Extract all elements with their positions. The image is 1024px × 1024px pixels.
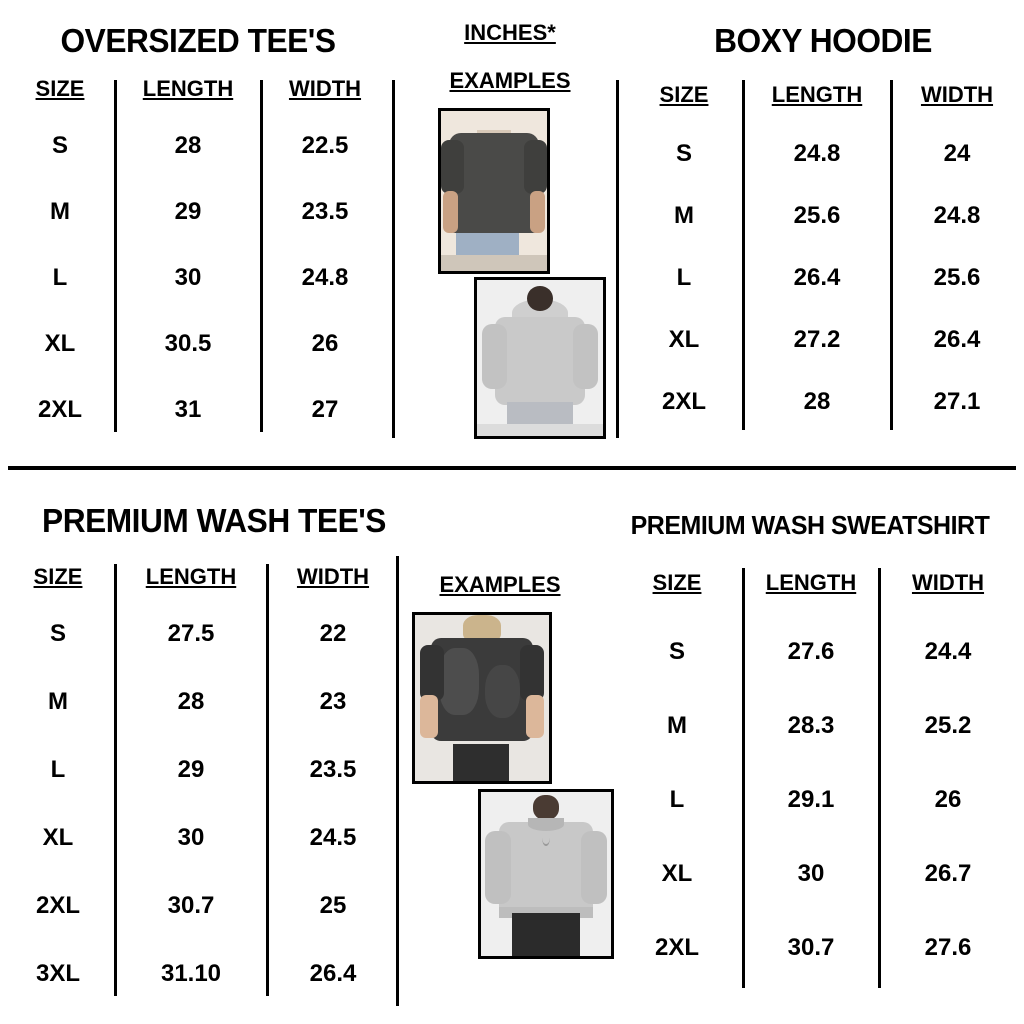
cell-size: S <box>675 140 692 167</box>
boxy-hoodie-table <box>628 84 1020 436</box>
cell-width: 24.8 <box>933 202 981 229</box>
column-header-width: WIDTH <box>288 76 362 101</box>
premium-wash-tee-photo <box>412 612 552 784</box>
cell-width: 27.6 <box>924 934 972 961</box>
column-header-size: SIZE <box>659 82 709 107</box>
cell-width: 23.5 <box>301 198 349 225</box>
column-divider <box>266 564 269 996</box>
section-divider <box>396 556 399 1006</box>
oversized-tee-photo <box>438 108 550 274</box>
cell-width: 25.6 <box>933 264 981 291</box>
cell-length: 30 <box>797 860 825 887</box>
cell-width: 24.5 <box>309 824 357 851</box>
cell-size: L <box>52 264 68 291</box>
column-header-length: LENGTH <box>142 76 234 101</box>
column-header-width: WIDTH <box>920 82 994 107</box>
cell-size: 2XL <box>35 892 80 919</box>
cell-size: 3XL <box>35 960 80 987</box>
cell-width: 23.5 <box>309 756 357 783</box>
cell-size: XL <box>668 326 700 353</box>
cell-length: 30 <box>174 264 202 291</box>
cell-size: 2XL <box>661 388 706 415</box>
cell-size: M <box>674 202 694 229</box>
cell-size: 2XL <box>654 934 699 961</box>
cell-size: 2XL <box>37 396 82 423</box>
column-header-size: SIZE <box>652 570 702 595</box>
section-divider <box>392 80 395 438</box>
cell-size: S <box>49 620 66 647</box>
cell-length: 29 <box>177 756 205 783</box>
cell-length: 30.7 <box>167 892 215 919</box>
cell-length: 30.7 <box>787 934 835 961</box>
cell-size: S <box>51 132 68 159</box>
column-header-length: LENGTH <box>765 570 857 595</box>
column-header-size: SIZE <box>33 564 83 589</box>
cell-width: 22 <box>319 620 347 647</box>
horizontal-divider <box>8 466 1016 470</box>
premium-wash-tees-table <box>4 566 396 996</box>
cell-width: 24 <box>943 140 971 167</box>
column-header-width: WIDTH <box>911 570 985 595</box>
cell-size: XL <box>44 330 76 357</box>
cell-width: 22.5 <box>301 132 349 159</box>
cell-size: S <box>668 638 685 665</box>
cell-width: 26 <box>311 330 339 357</box>
cell-length: 29 <box>174 198 202 225</box>
column-divider <box>742 80 745 430</box>
cell-length: 28.3 <box>787 712 835 739</box>
column-divider <box>114 80 117 432</box>
cell-length: 27.2 <box>793 326 841 353</box>
cell-length: 30 <box>177 824 205 851</box>
cell-length: 31.10 <box>160 960 222 987</box>
cell-width: 23 <box>319 688 347 715</box>
examples-label-top: EXAMPLES <box>449 68 571 93</box>
column-header-size: SIZE <box>35 76 85 101</box>
cell-width: 26 <box>934 786 962 813</box>
cell-size: M <box>667 712 687 739</box>
cell-length: 29.1 <box>787 786 835 813</box>
cell-width: 25 <box>319 892 347 919</box>
cell-length: 30.5 <box>164 330 212 357</box>
cell-length: 24.8 <box>793 140 841 167</box>
cell-width: 26.4 <box>309 960 357 987</box>
cell-length: 28 <box>803 388 831 415</box>
cell-size: M <box>48 688 68 715</box>
cell-width: 26.7 <box>924 860 972 887</box>
cell-width: 24.8 <box>301 264 349 291</box>
cell-width: 24.4 <box>924 638 972 665</box>
examples-label-bottom: EXAMPLES <box>439 572 561 597</box>
column-header-length: LENGTH <box>145 564 237 589</box>
cell-size: M <box>50 198 70 225</box>
column-divider <box>114 564 117 996</box>
oversized-tees-title: OVERSIZED TEE'S <box>60 22 336 59</box>
cell-length: 27.5 <box>167 620 215 647</box>
cell-size: XL <box>42 824 74 851</box>
premium-wash-tees-title: PREMIUM WASH TEE'S <box>42 502 386 539</box>
cell-length: 28 <box>177 688 205 715</box>
cell-size: XL <box>661 860 693 887</box>
premium-wash-sweatshirt-table <box>614 572 1014 990</box>
cell-length: 27.6 <box>787 638 835 665</box>
boxy-hoodie-title: BOXY HOODIE <box>714 22 932 59</box>
units-note: INCHES* <box>464 20 556 45</box>
premium-wash-sweatshirt-title: PREMIUM WASH SWEATSHIRT <box>630 510 990 540</box>
oversized-tees-table <box>8 78 388 438</box>
column-divider <box>878 568 881 988</box>
cell-width: 27 <box>311 396 339 423</box>
cell-width: 25.2 <box>924 712 972 739</box>
section-divider <box>616 80 619 438</box>
cell-length: 28 <box>174 132 202 159</box>
cell-length: 26.4 <box>793 264 841 291</box>
column-header-length: LENGTH <box>771 82 863 107</box>
cell-length: 31 <box>174 396 202 423</box>
boxy-hoodie-photo <box>474 277 606 439</box>
cell-size: L <box>50 756 66 783</box>
cell-length: 25.6 <box>793 202 841 229</box>
cell-size: L <box>676 264 692 291</box>
column-divider <box>260 80 263 432</box>
cell-size: L <box>669 786 685 813</box>
column-divider <box>890 80 893 430</box>
cell-width: 26.4 <box>933 326 981 353</box>
column-divider <box>742 568 745 988</box>
premium-wash-sweatshirt-photo <box>478 789 614 959</box>
column-header-width: WIDTH <box>296 564 370 589</box>
cell-width: 27.1 <box>933 388 981 415</box>
